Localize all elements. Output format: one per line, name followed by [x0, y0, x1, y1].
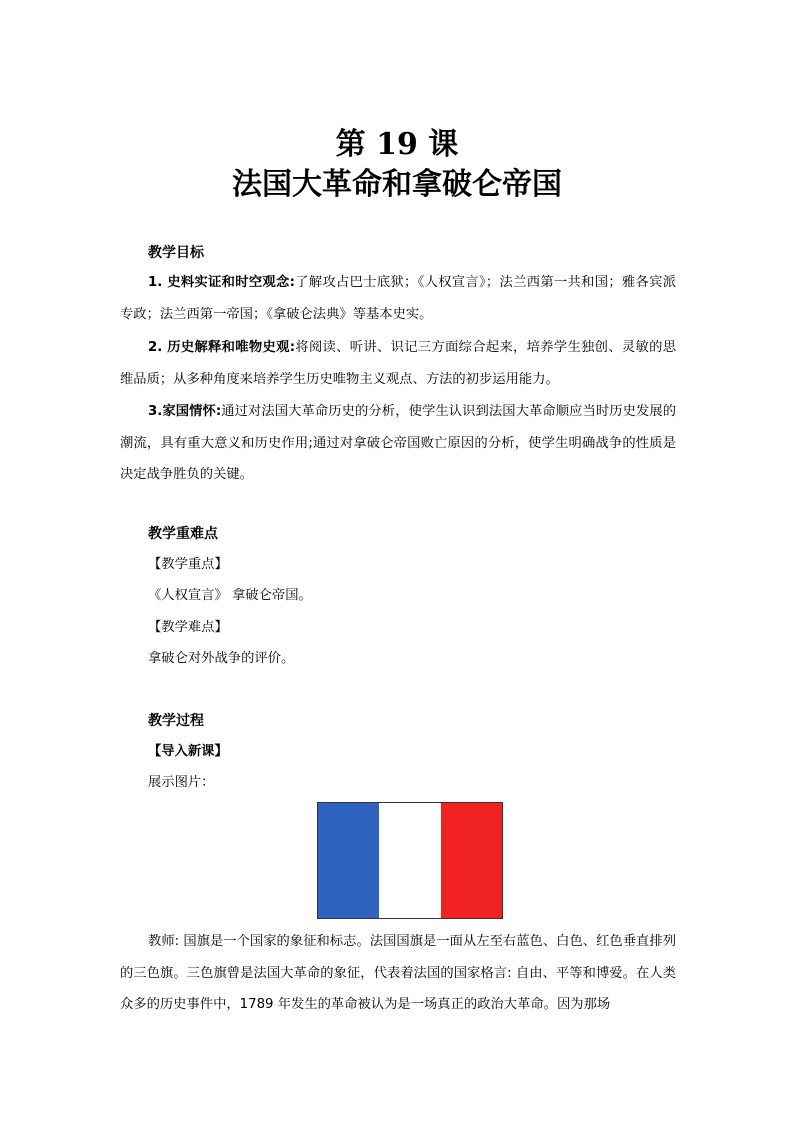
focus-text: 《人权宣言》 拿破仑帝国。 — [148, 588, 312, 603]
objective-label: 2. 历史解释和唯物史观: — [148, 340, 296, 355]
flag-stripe-white — [379, 803, 440, 918]
objective-text: 将阅读、听讲、识记三方面综合起来，培养学生独创、灵敏的思维品质；从多种角度来培养学生历史唯物主义观点、方法的初步运用能力。 — [120, 340, 677, 387]
keypoints-heading: 教学重难点 — [148, 526, 218, 542]
lesson-number-title: 第 19 课 — [335, 127, 459, 162]
objective-label: 3.家国情怀: — [148, 404, 222, 419]
french-flag-image — [317, 802, 503, 919]
teacher-paragraph: 教师: 国旗是一个国家的象征和标志。法国国旗是一面从左至右蓝色、白色、红色垂直排列的三色旗。三色旗曾是法国大革命的象征，代表着法国的国家格言: 自由、平等和博爱。在人类众多的历史事件中，1789 年发生的革命被认为是一场真正的政治大革命。因为那场 — [120, 934, 676, 1012]
objectives-heading: 教学目标 — [148, 245, 204, 261]
lesson-title: 法国大革命和拿破仑帝国 — [232, 167, 562, 202]
objective-text: 通过对法国大革命历史的分析，使学生认识到法国大革命顺应当时历史发展的潮流，具有重大意义和历史作用;通过对拿破仑帝国败亡原因的分析，使学生明确战争的性质是决定战争胜负的关键。 — [120, 404, 677, 482]
difficulty-label: 【教学难点】 — [148, 620, 228, 635]
objective-item-3 — [120, 396, 676, 491]
flag-stripe-red — [441, 803, 502, 918]
focus-label: 【教学重点】 — [148, 557, 228, 572]
process-heading: 教学过程 — [148, 713, 204, 729]
intro-label: 【导入新课】 — [148, 744, 228, 759]
flag-stripe-blue — [318, 803, 379, 918]
difficulty-text: 拿破仑对外战争的评价。 — [148, 651, 295, 666]
objective-item-1 — [120, 267, 676, 330]
show-image-text: 展示图片： — [148, 775, 215, 790]
objective-label: 1. 史料实证和时空观念: — [148, 275, 295, 290]
objective-item-2 — [120, 332, 676, 395]
objective-text: 了解攻占巴士底狱；《人权宣言》；法兰西第一共和国；雅各宾派专政；法兰西第一帝国；《拿破仑法典》等基本史实。 — [120, 275, 677, 322]
